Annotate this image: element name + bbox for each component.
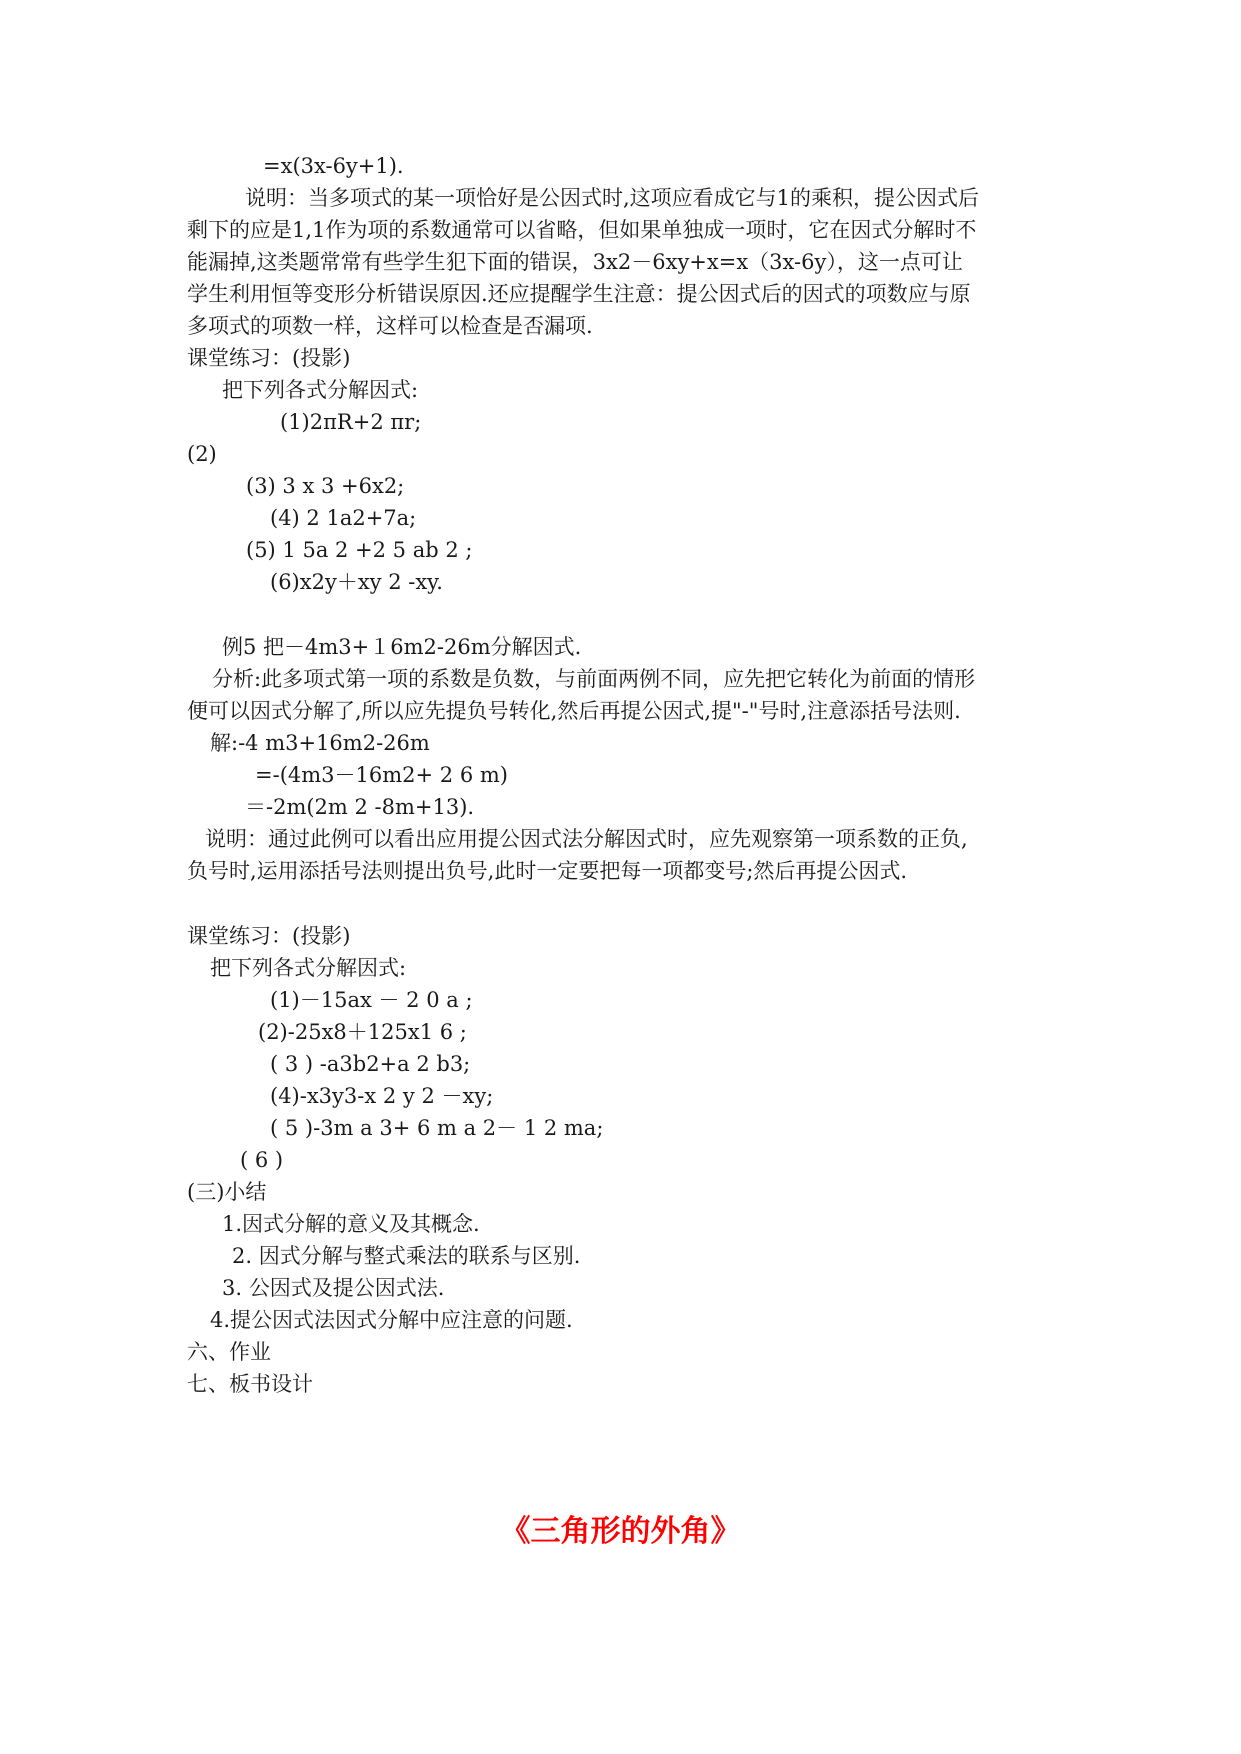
text-line: (6)x2y＋xy 2 -xy.	[270, 570, 443, 594]
text-line: (3) 3 x 3 +6x2;	[246, 474, 405, 498]
text-line: 解:-4 m3+16m2-26m	[210, 731, 430, 755]
text-line: (1)2πR+2 πr;	[280, 410, 422, 434]
text-line: 4.提公因式法因式分解中应注意的问题.	[210, 1308, 573, 1332]
text-line: 课堂练习：(投影)	[187, 924, 351, 948]
section-title: 《三角形的外角》	[500, 1514, 741, 1549]
text-line: 能漏掉,这类题常常有些学生犯下面的错误，3x2－6xy+x=x（3x-6y），这一点可让	[187, 250, 963, 274]
text-line: 说明：通过此例可以看出应用提公因式法分解因式时，应先观察第一项系数的正负,	[205, 827, 968, 851]
text-line: 课堂练习：(投影)	[187, 346, 351, 370]
text-line: ( 6 )	[240, 1148, 284, 1172]
text-line: 分析:此多项式第一项的系数是负数，与前面两例不同，应先把它转化为前面的情形	[212, 667, 976, 691]
text-line: (1)－15ax － 2 0 a ;	[270, 988, 473, 1012]
text-line: 多项式的项数一样，这样可以检查是否漏项.	[187, 314, 593, 338]
text-line: ( 3 ) -a3b2+a 2 b3;	[270, 1052, 471, 1076]
text-line: 1.因式分解的意义及其概念.	[222, 1212, 480, 1236]
text-line: (2)	[187, 442, 217, 466]
text-line: 便可以因式分解了,所以应先提负号转化,然后再提公因式,提"-"号时,注意添括号法则.	[187, 699, 961, 723]
text-line: 3. 公因式及提公因式法.	[222, 1276, 445, 1300]
text-line: (5) 1 5a 2 +2 5 ab 2 ;	[246, 538, 473, 562]
text-line: (三)小结	[187, 1180, 267, 1204]
text-line: 说明：当多项式的某一项恰好是公因式时,这项应看成它与1的乘积，提公因式后	[245, 186, 980, 210]
text-line: 六、作业	[187, 1340, 271, 1364]
text-line: ＝-2m(2m 2 -8m+13).	[245, 795, 475, 819]
text-line: (2)-25x8＋125x1 6 ;	[258, 1020, 467, 1044]
text-line: ( 5 )-3m a 3+ 6 m a 2－ 1 2 ma;	[270, 1116, 604, 1140]
text-line: 剩下的应是1,1作为项的系数通常可以省略，但如果单独成一项时，它在因式分解时不	[187, 218, 977, 242]
text-line: =x(3x-6y+1).	[263, 154, 404, 178]
text-line: 学生利用恒等变形分析错误原因.还应提醒学生注意：提公因式后的因式的项数应与原	[187, 282, 971, 306]
text-line: 2. 因式分解与整式乘法的联系与区别.	[232, 1244, 581, 1268]
text-line: 负号时,运用添括号法则提出负号,此时一定要把每一项都变号;然后再提公因式.	[187, 859, 908, 883]
text-line: 把下列各式分解因式:	[222, 378, 419, 402]
text-line: =-(4m3－16m2+ 2 6 m)	[255, 763, 508, 787]
text-line: (4)-x3y3-x 2 y 2 －xy;	[270, 1084, 494, 1108]
text-line: 例5 把－4m3+１6m2-26m分解因式.	[222, 635, 582, 659]
text-line: 把下列各式分解因式:	[210, 956, 407, 980]
text-line: 七、板书设计	[187, 1372, 313, 1396]
text-line: (4) 2 1a2+7a;	[270, 506, 417, 530]
